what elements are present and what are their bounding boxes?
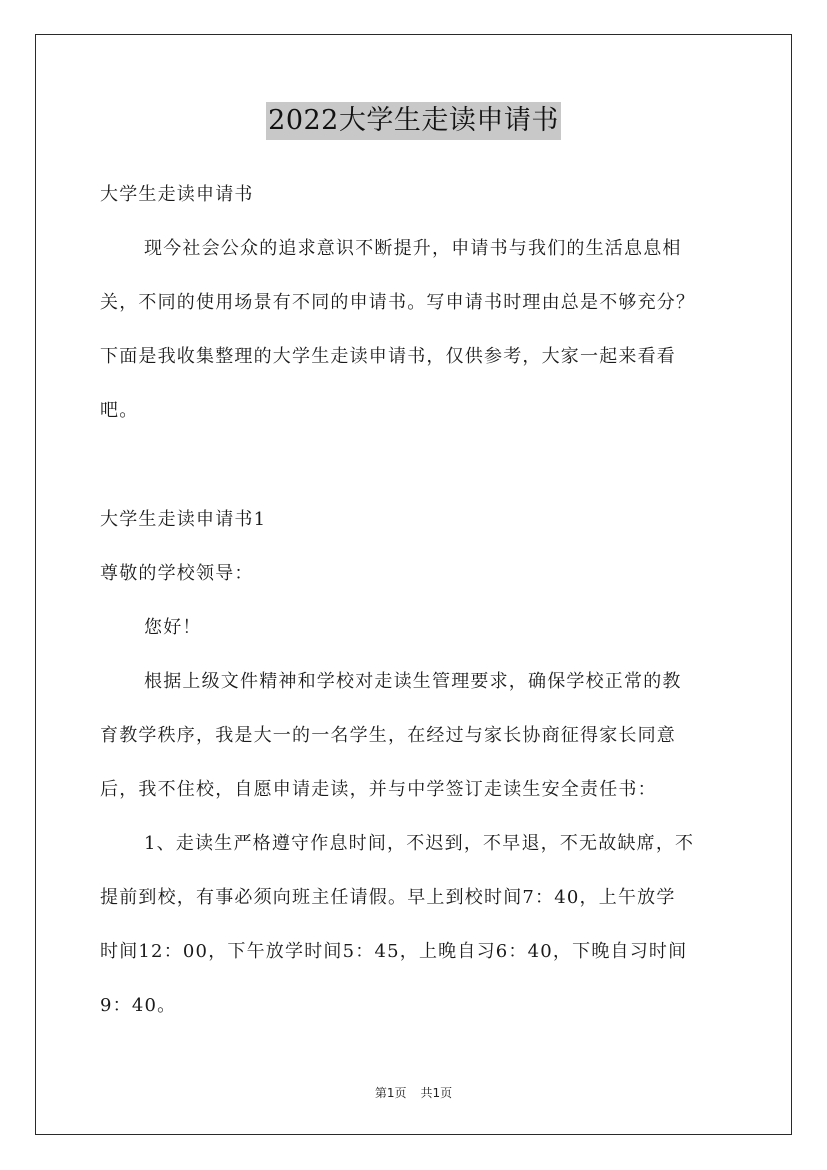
body-line: 育教学秩序，我是大一的一名学生，在经过与家长协商征得家长同意 xyxy=(100,725,676,746)
title-container xyxy=(0,102,827,140)
body-line: 根据上级文件精神和学校对走读生管理要求，确保学校正常的教 xyxy=(144,671,682,692)
body-line: 后，我不住校，自愿申请走读，并与中学签订走读生安全责任书： xyxy=(100,779,657,800)
intro-line: 现今社会公众的追求意识不断提升，申请书与我们的生活息息相 xyxy=(144,238,682,259)
subtitle: 大学生走读申请书 xyxy=(100,184,254,205)
body-line: 9：40。 xyxy=(100,995,177,1016)
intro-line: 关，不同的使用场景有不同的申请书。写申请书时理由总是不够充分？ xyxy=(100,292,696,313)
body-line: 1、走读生严格遵守作息时间，不迟到，不早退，不无故缺席，不 xyxy=(144,833,695,854)
section-heading: 大学生走读申请书1 xyxy=(100,509,267,530)
body-line: 时间12：00，下午放学时间5：45，上晚自习6：40，下晚自习时间 xyxy=(100,941,688,962)
salutation: 尊敬的学校领导： xyxy=(100,563,254,584)
intro-line: 下面是我收集整理的大学生走读申请书，仅供参考，大家一起来看看 xyxy=(100,346,676,367)
intro-line: 吧。 xyxy=(100,400,139,421)
body-line: 提前到校，有事必须向班主任请假。早上到校时间7：40，上午放学 xyxy=(100,887,676,908)
page-footer xyxy=(0,1084,827,1101)
page-total: 共1页 xyxy=(420,1086,453,1100)
document-title: 2022大学生走读申请书 xyxy=(266,102,561,140)
page-number: 第1页 xyxy=(374,1086,407,1100)
greeting: 您好！ xyxy=(144,617,202,638)
